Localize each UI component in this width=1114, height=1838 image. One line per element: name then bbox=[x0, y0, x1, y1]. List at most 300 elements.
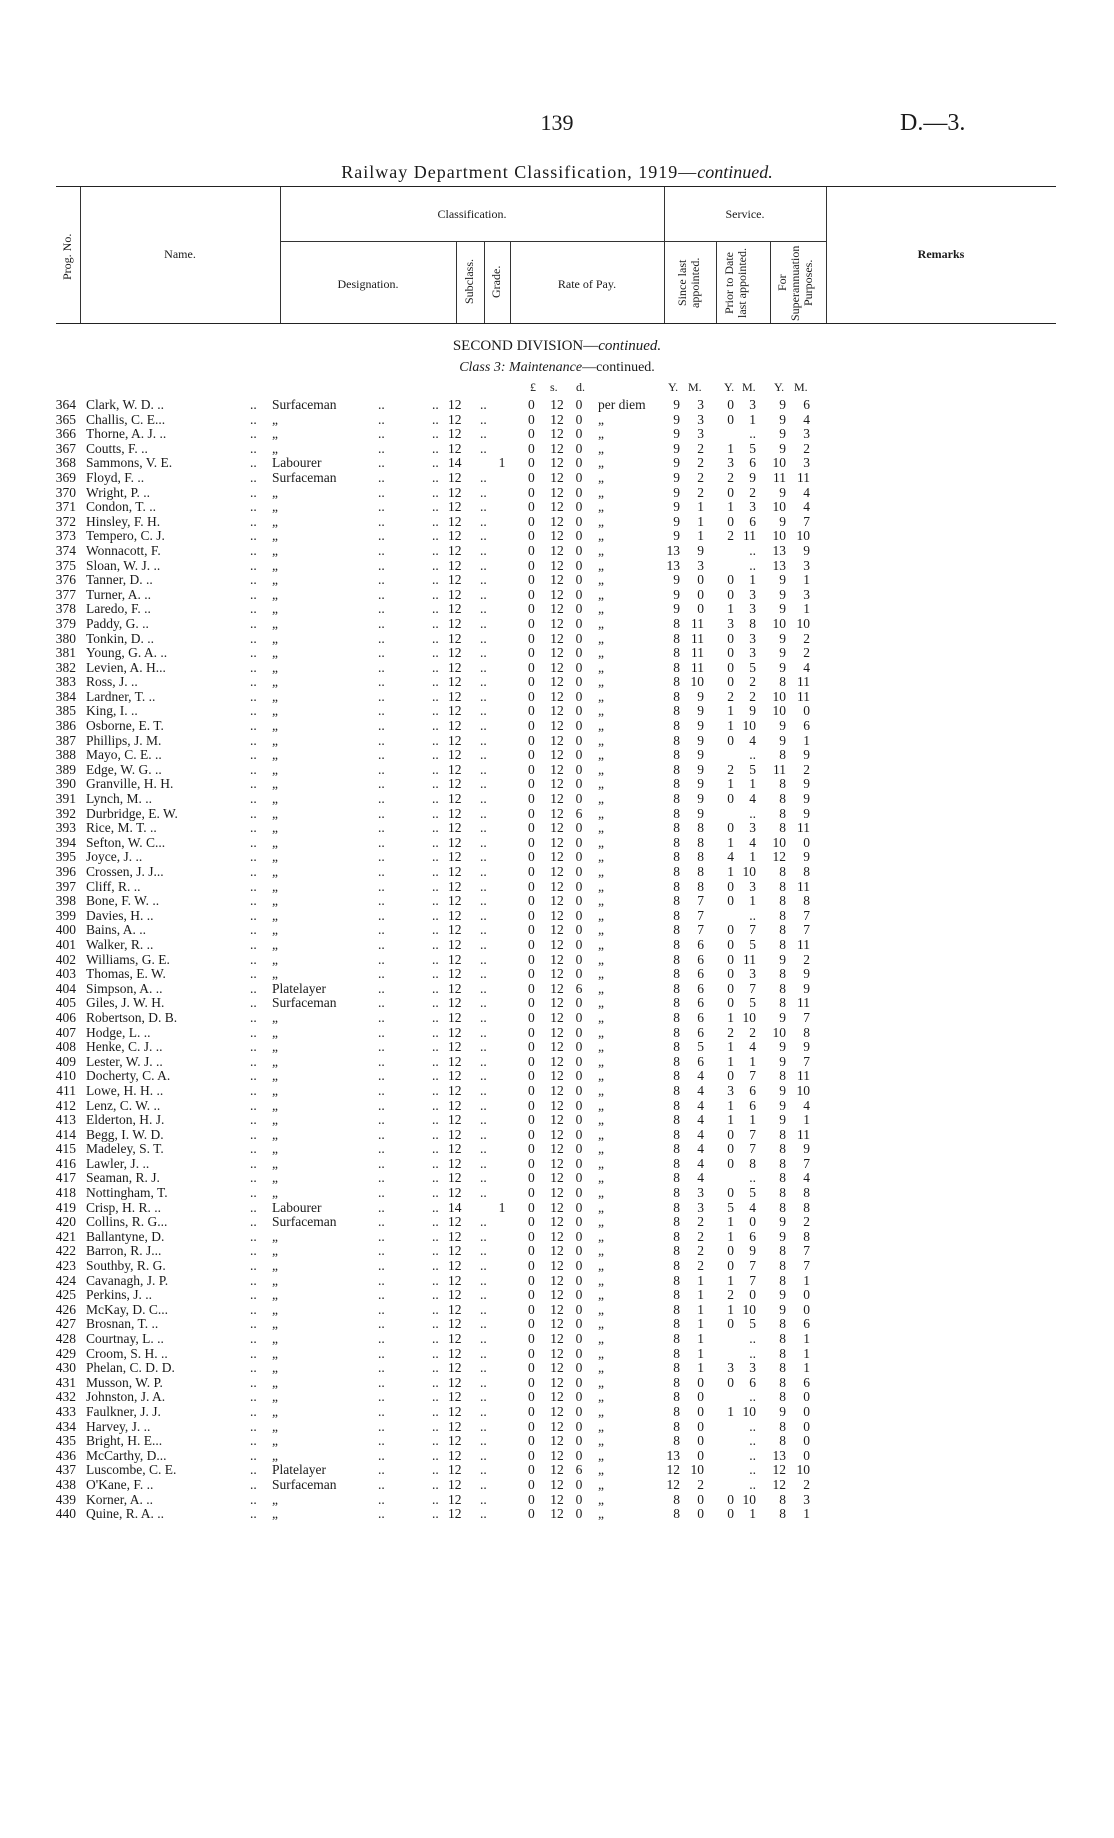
since-years: 8 bbox=[673, 1258, 680, 1274]
since-months: 0 bbox=[697, 1491, 704, 1507]
super-years: 9 bbox=[779, 1097, 786, 1113]
pay-shillings: 12 bbox=[550, 1374, 564, 1390]
pay-shillings: 12 bbox=[550, 1301, 564, 1317]
prog-no: 371 bbox=[55, 499, 76, 515]
leader-dots: .. bbox=[432, 1462, 439, 1478]
since-months: 8 bbox=[697, 849, 704, 865]
super-months: 8 bbox=[803, 864, 810, 879]
super-years: 8 bbox=[779, 1170, 786, 1186]
leader-dots: .. bbox=[480, 995, 487, 1011]
pay-pence: 0 bbox=[575, 1214, 583, 1230]
super-years: 9 bbox=[779, 426, 786, 442]
leader-dots: .. bbox=[250, 761, 257, 777]
table-row bbox=[0, 792, 1114, 807]
leader-dots: .. bbox=[480, 718, 487, 734]
leader-dots: .. bbox=[480, 659, 487, 675]
super-years: 8 bbox=[779, 893, 786, 909]
designation: „ bbox=[272, 1024, 278, 1040]
pay-pence: 0 bbox=[575, 557, 583, 573]
designation: „ bbox=[272, 1126, 278, 1142]
staff-name: O'Kane, F. .. bbox=[86, 1476, 154, 1492]
leader-dots: .. bbox=[480, 557, 487, 573]
leader-dots: .. bbox=[480, 791, 487, 807]
staff-name: Tanner, D. .. bbox=[86, 572, 153, 588]
pay-pence: 0 bbox=[575, 1491, 583, 1507]
pay-shillings: 12 bbox=[550, 601, 564, 617]
staff-name: Luscombe, C. E. bbox=[86, 1462, 177, 1478]
prog-no: 386 bbox=[55, 718, 76, 734]
since-months: 9 bbox=[697, 805, 704, 821]
since-years: 9 bbox=[673, 499, 680, 515]
super-years: 8 bbox=[779, 747, 786, 763]
prog-no: 368 bbox=[55, 455, 76, 471]
staff-name: Perkins, J. .. bbox=[86, 1287, 153, 1303]
leader-dots: .. bbox=[250, 732, 257, 748]
super-months: 10 bbox=[796, 1462, 810, 1478]
leader-dots: .. bbox=[250, 601, 257, 617]
super-months: 4 bbox=[803, 411, 810, 427]
pay-pence: 0 bbox=[575, 1009, 583, 1025]
header-since-last: Since last appointed. bbox=[675, 257, 702, 309]
pay-pounds: 0 bbox=[528, 805, 535, 821]
super-years: 9 bbox=[779, 1053, 786, 1069]
pay-pence: 0 bbox=[575, 1418, 583, 1434]
prog-no: 424 bbox=[55, 1272, 76, 1288]
prior-months: 4 bbox=[749, 791, 756, 807]
pay-shillings: 12 bbox=[550, 1418, 564, 1434]
prior-years: 0 bbox=[727, 1155, 734, 1171]
leader-dots: .. bbox=[250, 747, 257, 763]
pay-shillings: 12 bbox=[550, 557, 564, 573]
super-years: 9 bbox=[779, 1039, 786, 1055]
pay-shillings: 12 bbox=[550, 980, 564, 996]
super-months: 2 bbox=[803, 645, 810, 661]
leader-dots: .. bbox=[480, 688, 487, 704]
pay-pounds: 0 bbox=[528, 893, 535, 909]
pay-shillings: 12 bbox=[550, 1331, 564, 1346]
leader-dots: .. bbox=[432, 936, 439, 952]
pay-shillings: 12 bbox=[550, 630, 564, 646]
designation: „ bbox=[272, 1039, 278, 1055]
subclass: 12 bbox=[448, 864, 462, 879]
pay-period: „ bbox=[598, 1243, 604, 1259]
leader-dots: .. bbox=[480, 820, 487, 836]
super-years: 13 bbox=[772, 1447, 786, 1463]
pay-pence: 0 bbox=[575, 1155, 583, 1171]
pay-pence: 0 bbox=[575, 1403, 583, 1419]
pay-period: „ bbox=[598, 615, 604, 631]
leader-dots: .. bbox=[432, 995, 439, 1011]
pay-pounds: 0 bbox=[528, 907, 535, 923]
designation: Surfaceman bbox=[272, 469, 337, 485]
leader-dots: .. bbox=[250, 645, 257, 661]
pay-shillings: 12 bbox=[550, 455, 564, 471]
pay-period: „ bbox=[598, 1331, 604, 1346]
super-years: 9 bbox=[779, 1214, 786, 1230]
subclass: 12 bbox=[448, 1009, 462, 1025]
pay-pounds: 0 bbox=[528, 1243, 535, 1259]
since-months: 1 bbox=[697, 1331, 704, 1346]
pay-shillings: 12 bbox=[550, 995, 564, 1011]
leader-dots: .. bbox=[378, 659, 385, 675]
leader-dots: .. bbox=[378, 1068, 385, 1084]
table-row bbox=[0, 1099, 1114, 1114]
leader-dots: .. bbox=[378, 615, 385, 631]
leader-dots: .. bbox=[250, 1433, 257, 1449]
staff-name: Lardner, T. .. bbox=[86, 688, 156, 704]
staff-name: Ballantyne, D. bbox=[86, 1228, 165, 1244]
pay-pence: 0 bbox=[575, 1476, 583, 1492]
leader-dots: .. bbox=[250, 966, 257, 982]
pay-pounds: 0 bbox=[528, 674, 535, 690]
pay-shillings: 12 bbox=[550, 1097, 564, 1113]
prog-no: 425 bbox=[55, 1287, 76, 1303]
super-years: 9 bbox=[779, 1228, 786, 1244]
since-years: 8 bbox=[673, 834, 680, 850]
title-continued: continued. bbox=[697, 162, 773, 182]
pay-period: „ bbox=[598, 499, 604, 515]
table-row bbox=[0, 763, 1114, 778]
table-row bbox=[0, 821, 1114, 836]
leader-dots: .. bbox=[250, 1403, 257, 1419]
division-label: SECOND DIVISION— bbox=[452, 338, 599, 354]
prior-years: 0 bbox=[727, 951, 734, 967]
leader-dots: .. bbox=[432, 791, 439, 807]
since-years: 8 bbox=[673, 747, 680, 763]
pay-period: „ bbox=[598, 893, 604, 909]
prog-no: 416 bbox=[55, 1155, 76, 1171]
leader-dots: .. bbox=[432, 864, 439, 879]
leader-dots: .. bbox=[378, 1476, 385, 1492]
unit-pence: d. bbox=[576, 380, 585, 394]
pay-pence: 0 bbox=[575, 1185, 583, 1201]
pay-pounds: 0 bbox=[528, 761, 535, 777]
pay-pence: 0 bbox=[575, 586, 583, 602]
pay-period: „ bbox=[598, 1389, 604, 1405]
since-months: 6 bbox=[697, 951, 704, 967]
pay-pounds: 0 bbox=[528, 1418, 535, 1434]
prior-years: 1 bbox=[727, 776, 734, 792]
since-years: 9 bbox=[673, 469, 680, 485]
pay-shillings: 12 bbox=[550, 1447, 564, 1463]
prior-years: 0 bbox=[727, 1068, 734, 1084]
prior-years: 1 bbox=[727, 1097, 734, 1113]
prior-months: 1 bbox=[749, 1053, 756, 1069]
header-classification: Classification. bbox=[437, 207, 507, 221]
prior-months: .. bbox=[749, 1345, 756, 1361]
prog-no: 417 bbox=[55, 1170, 76, 1186]
super-years: 8 bbox=[779, 776, 786, 792]
pay-shillings: 12 bbox=[550, 1068, 564, 1084]
class-label: Class 3: Maintenance bbox=[459, 360, 583, 375]
leader-dots: .. bbox=[250, 864, 257, 879]
header-rule bbox=[456, 241, 457, 323]
pay-pounds: 0 bbox=[528, 1403, 535, 1419]
pay-pence: 0 bbox=[575, 995, 583, 1011]
since-years: 8 bbox=[673, 922, 680, 938]
staff-name: Nottingham, T. bbox=[86, 1185, 168, 1201]
subclass: 12 bbox=[448, 1301, 462, 1317]
prior-years: 0 bbox=[727, 820, 734, 836]
leader-dots: .. bbox=[432, 499, 439, 515]
super-years: 8 bbox=[779, 966, 786, 982]
staff-name: Robertson, D. B. bbox=[86, 1009, 178, 1025]
pay-shillings: 12 bbox=[550, 1389, 564, 1405]
leader-dots: .. bbox=[378, 411, 385, 427]
leader-dots: .. bbox=[250, 776, 257, 792]
super-years: 9 bbox=[779, 572, 786, 588]
subclass: 12 bbox=[448, 1418, 462, 1434]
since-years: 9 bbox=[673, 572, 680, 588]
leader-dots: .. bbox=[250, 1228, 257, 1244]
prog-no: 390 bbox=[55, 776, 76, 792]
leader-dots: .. bbox=[378, 718, 385, 734]
leader-dots: .. bbox=[480, 1112, 487, 1128]
prior-years: 1 bbox=[727, 499, 734, 515]
table-row bbox=[0, 1347, 1114, 1362]
leader-dots: .. bbox=[480, 586, 487, 602]
leader-dots: .. bbox=[480, 411, 487, 427]
leader-dots: .. bbox=[250, 1389, 257, 1405]
pay-period: „ bbox=[598, 1316, 604, 1332]
since-months: 9 bbox=[697, 688, 704, 704]
pay-pounds: 0 bbox=[528, 1126, 535, 1142]
prior-months: 5 bbox=[749, 761, 756, 777]
pay-pounds: 0 bbox=[528, 922, 535, 938]
prog-no: 400 bbox=[55, 922, 76, 938]
pay-pounds: 0 bbox=[528, 1141, 535, 1157]
pay-period: „ bbox=[598, 732, 604, 748]
prior-months: .. bbox=[749, 1433, 756, 1449]
pay-pence: 6 bbox=[575, 805, 583, 821]
staff-name: Rice, M. T. .. bbox=[86, 820, 157, 836]
super-months: 11 bbox=[797, 1068, 810, 1084]
super-years: 10 bbox=[772, 499, 786, 515]
pay-pounds: 0 bbox=[528, 688, 535, 704]
leader-dots: .. bbox=[378, 630, 385, 646]
staff-name: Thorne, A. J. .. bbox=[86, 426, 167, 442]
super-years: 10 bbox=[772, 688, 786, 704]
prog-no: 379 bbox=[55, 615, 76, 631]
staff-name: Durbridge, E. W. bbox=[86, 805, 178, 821]
leader-dots: .. bbox=[480, 1024, 487, 1040]
prior-years: 2 bbox=[727, 528, 734, 544]
pay-pence: 6 bbox=[575, 980, 583, 996]
header-designation: Designation. bbox=[337, 277, 399, 291]
table-row bbox=[0, 559, 1114, 574]
leader-dots: .. bbox=[378, 1097, 385, 1113]
pay-pounds: 0 bbox=[528, 1199, 535, 1215]
prog-no: 375 bbox=[55, 557, 76, 573]
prior-months: 7 bbox=[749, 1068, 756, 1084]
subclass: 12 bbox=[448, 878, 462, 894]
pay-pounds: 0 bbox=[528, 1024, 535, 1040]
leader-dots: .. bbox=[250, 674, 257, 690]
leader-dots: .. bbox=[378, 922, 385, 938]
pay-period: „ bbox=[598, 1506, 604, 1522]
designation: Labourer bbox=[272, 1199, 322, 1215]
leader-dots: .. bbox=[480, 1316, 487, 1332]
pay-pounds: 0 bbox=[528, 951, 535, 967]
super-months: 2 bbox=[803, 630, 810, 646]
pay-pence: 0 bbox=[575, 645, 583, 661]
leader-dots: .. bbox=[378, 1112, 385, 1128]
prior-months: 5 bbox=[749, 936, 756, 952]
leader-dots: .. bbox=[432, 469, 439, 485]
leader-dots: .. bbox=[250, 557, 257, 573]
unit-month: M. bbox=[688, 380, 702, 394]
pay-pence: 0 bbox=[575, 484, 583, 500]
leader-dots: .. bbox=[480, 776, 487, 792]
since-months: 9 bbox=[697, 542, 704, 558]
designation: „ bbox=[272, 732, 278, 748]
leader-dots: .. bbox=[480, 864, 487, 879]
super-months: 9 bbox=[803, 776, 810, 792]
staff-name: Collins, R. G... bbox=[86, 1214, 168, 1230]
leader-dots: .. bbox=[432, 1360, 439, 1376]
prior-years: 2 bbox=[727, 761, 734, 777]
leader-dots: .. bbox=[250, 1476, 257, 1492]
leader-dots: .. bbox=[250, 1316, 257, 1332]
prog-no: 403 bbox=[55, 966, 76, 982]
prog-no: 413 bbox=[55, 1112, 76, 1128]
prog-no: 381 bbox=[55, 645, 76, 661]
pay-pence: 0 bbox=[575, 966, 583, 982]
designation: „ bbox=[272, 834, 278, 850]
staff-name: Bright, H. E... bbox=[86, 1433, 163, 1449]
leader-dots: .. bbox=[432, 1068, 439, 1084]
table-row bbox=[0, 690, 1114, 705]
subclass: 12 bbox=[448, 1331, 462, 1346]
prog-no: 415 bbox=[55, 1141, 76, 1157]
pay-period: „ bbox=[598, 1009, 604, 1025]
pay-pounds: 0 bbox=[528, 1053, 535, 1069]
since-years: 9 bbox=[673, 586, 680, 602]
super-months: 11 bbox=[797, 1126, 810, 1142]
super-months: 8 bbox=[803, 1228, 810, 1244]
prior-years: 2 bbox=[727, 469, 734, 485]
pay-shillings: 12 bbox=[550, 878, 564, 894]
pay-shillings: 12 bbox=[550, 513, 564, 529]
leader-dots: .. bbox=[480, 1331, 487, 1346]
pay-pence: 0 bbox=[575, 469, 583, 485]
leader-dots: .. bbox=[432, 1374, 439, 1390]
pay-pounds: 0 bbox=[528, 601, 535, 617]
table-row bbox=[0, 544, 1114, 559]
since-months: 6 bbox=[697, 966, 704, 982]
unit-year: Y. bbox=[668, 380, 679, 394]
pay-shillings: 12 bbox=[550, 1258, 564, 1274]
designation: „ bbox=[272, 440, 278, 456]
prog-no: 429 bbox=[55, 1345, 76, 1361]
staff-name: Walker, R. .. bbox=[86, 936, 154, 952]
table-row bbox=[0, 486, 1114, 501]
staff-name: Tempero, C. J. bbox=[86, 528, 165, 544]
prior-years: 2 bbox=[727, 1287, 734, 1303]
designation: „ bbox=[272, 615, 278, 631]
leader-dots: .. bbox=[250, 1447, 257, 1463]
subclass: 12 bbox=[448, 849, 462, 865]
prior-years: 0 bbox=[727, 1491, 734, 1507]
pay-pence: 0 bbox=[575, 1112, 583, 1128]
super-years: 9 bbox=[779, 397, 786, 412]
header-grade: Grade. bbox=[489, 265, 503, 299]
designation: „ bbox=[272, 966, 278, 982]
prior-months: 5 bbox=[749, 440, 756, 456]
designation: „ bbox=[272, 1272, 278, 1288]
designation: „ bbox=[272, 907, 278, 923]
leader-dots: .. bbox=[432, 1491, 439, 1507]
since-years: 8 bbox=[673, 1491, 680, 1507]
pay-shillings: 12 bbox=[550, 1141, 564, 1157]
super-months: 4 bbox=[803, 1170, 810, 1186]
subclass: 12 bbox=[448, 791, 462, 807]
since-months: 1 bbox=[697, 1316, 704, 1332]
super-months: 9 bbox=[803, 791, 810, 807]
pay-pounds: 0 bbox=[528, 615, 535, 631]
pay-shillings: 12 bbox=[550, 1506, 564, 1522]
table-row bbox=[0, 1157, 1114, 1172]
staff-name: McCarthy, D... bbox=[86, 1447, 167, 1463]
pay-pence: 0 bbox=[575, 1068, 583, 1084]
leader-dots: .. bbox=[250, 1462, 257, 1478]
pay-pounds: 0 bbox=[528, 1082, 535, 1098]
staff-name: Korner, A. .. bbox=[86, 1491, 153, 1507]
designation: „ bbox=[272, 1228, 278, 1244]
pay-period: „ bbox=[598, 484, 604, 500]
pay-period: „ bbox=[598, 1301, 604, 1317]
pay-pence: 0 bbox=[575, 718, 583, 734]
super-years: 11 bbox=[773, 761, 786, 777]
super-months: 8 bbox=[803, 1199, 810, 1215]
designation: „ bbox=[272, 761, 278, 777]
subclass: 12 bbox=[448, 1097, 462, 1113]
leader-dots: .. bbox=[432, 718, 439, 734]
staff-name: Crisp, H. R. .. bbox=[86, 1199, 162, 1215]
table-row bbox=[0, 1084, 1114, 1099]
prog-no: 432 bbox=[55, 1389, 76, 1405]
prog-no: 405 bbox=[55, 995, 76, 1011]
prior-months: 3 bbox=[749, 878, 756, 894]
leader-dots: .. bbox=[432, 922, 439, 938]
subclass: 12 bbox=[448, 936, 462, 952]
leader-dots: .. bbox=[250, 440, 257, 456]
leader-dots: .. bbox=[480, 1214, 487, 1230]
leader-dots: .. bbox=[378, 499, 385, 515]
pay-pence: 0 bbox=[575, 426, 583, 442]
leader-dots: .. bbox=[480, 1097, 487, 1113]
super-years: 10 bbox=[772, 615, 786, 631]
since-months: 4 bbox=[697, 1170, 704, 1186]
since-months: 10 bbox=[690, 1462, 704, 1478]
pay-pence: 0 bbox=[575, 747, 583, 763]
super-months: 0 bbox=[803, 1287, 810, 1303]
leader-dots: .. bbox=[250, 1024, 257, 1040]
super-months: 2 bbox=[803, 761, 810, 777]
pay-pounds: 0 bbox=[528, 1009, 535, 1025]
pay-shillings: 12 bbox=[550, 397, 564, 412]
prior-years: 0 bbox=[727, 1126, 734, 1142]
since-years: 8 bbox=[673, 864, 680, 879]
pay-shillings: 12 bbox=[550, 951, 564, 967]
super-years: 9 bbox=[779, 440, 786, 456]
prior-months: 9 bbox=[749, 1243, 756, 1259]
table-row bbox=[0, 807, 1114, 822]
leader-dots: .. bbox=[378, 1462, 385, 1478]
header-subclass: Subclass. bbox=[462, 259, 476, 305]
staff-name: Laredo, F. .. bbox=[86, 601, 151, 617]
super-months: 7 bbox=[803, 1053, 810, 1069]
